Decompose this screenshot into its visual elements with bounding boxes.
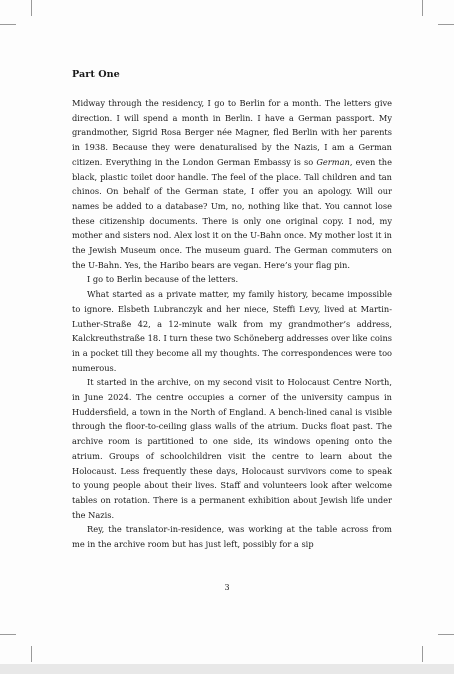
- paragraph-1-text-a: Midway through the residency, I go to Berlin for a month. The letters give direction. I will spend a month in Berlin. I have a German passport. My grandmother, Sigrid Rosa Berger née Magner, fled Berlin with her parents in 1938. Because they were denaturalised by the Nazis, I am a German citizen. Everything in the London German Embassy is so: [72, 98, 392, 167]
- paragraph-3: What started as a private matter, my family history, became impossible to ignore. Elsbeth Lubranczyk and her niece, Steffi Levy, lived at Martin-Luther-Straße 42, a 12-minute walk from my grandmother’s address, Kalckreuthstraße 18. I turn these two Schöneberg addresses over like coins in a pocket till they become all my thoughts. The correspondences were too numerous.: [72, 289, 392, 373]
- body-text: [72, 96, 392, 552]
- crop-mark-bottom-right: [422, 646, 423, 662]
- paragraph-5: Rey, the translator-in-residence, was working at the table across from me in the archive room but has just left, possibly for a sip: [72, 524, 392, 550]
- crop-mark-top-right-h: [438, 24, 454, 25]
- crop-mark-bottom-right-h: [438, 634, 454, 635]
- page-number: 3: [224, 583, 230, 592]
- crop-mark-top-left: [31, 0, 32, 16]
- crop-mark-bottom-left: [31, 646, 32, 662]
- paragraph-2: I go to Berlin because of the letters.: [87, 274, 239, 285]
- page-bottom-edge: [0, 664, 454, 674]
- paragraph-1-emphasis: German: [316, 156, 350, 167]
- paragraph-1-text-b: , even the black, plastic toilet door handle. The feel of the place. Tall children and tan chinos. On behalf of the German state, I offer you an apology. Will our names be added to a database? Um, no, nothing like that. You cannot lose these citizenship documents. There is only one original copy. I nod, my mother and sisters nod. Alex lost it on the U-Bahn once. My mother lost it in the Jewish Museum once. The museum guard. The German commuters on the U-Bahn. Yes, the Haribo bears are vegan. Here’s your flag pin.: [72, 156, 392, 270]
- crop-mark-bottom-left-h: [0, 634, 16, 635]
- section-heading: Part One: [72, 69, 120, 80]
- paragraph-1: [72, 96, 392, 272]
- crop-mark-top-left-h: [0, 24, 16, 25]
- crop-mark-top-right: [422, 0, 423, 16]
- paragraph-4: It started in the archive, on my second visit to Holocaust Centre North, in June 2024. The centre occupies a corner of the university campus in Huddersfield, a town in the North of England. A bench-lined canal is visible through the floor-to-ceiling glass walls of the atrium. Ducks float past. The archive room is partitioned to one side, its windows opening onto the atrium. Groups of schoolchildren visit the centre to learn about the Holocaust. Less frequently these days, Holocaust survivors come to speak to young people about their lives. Staff and volunteers look after welcome tables on rotation. There is a permanent exhibition about Jewish life under the Nazis.: [72, 377, 392, 520]
